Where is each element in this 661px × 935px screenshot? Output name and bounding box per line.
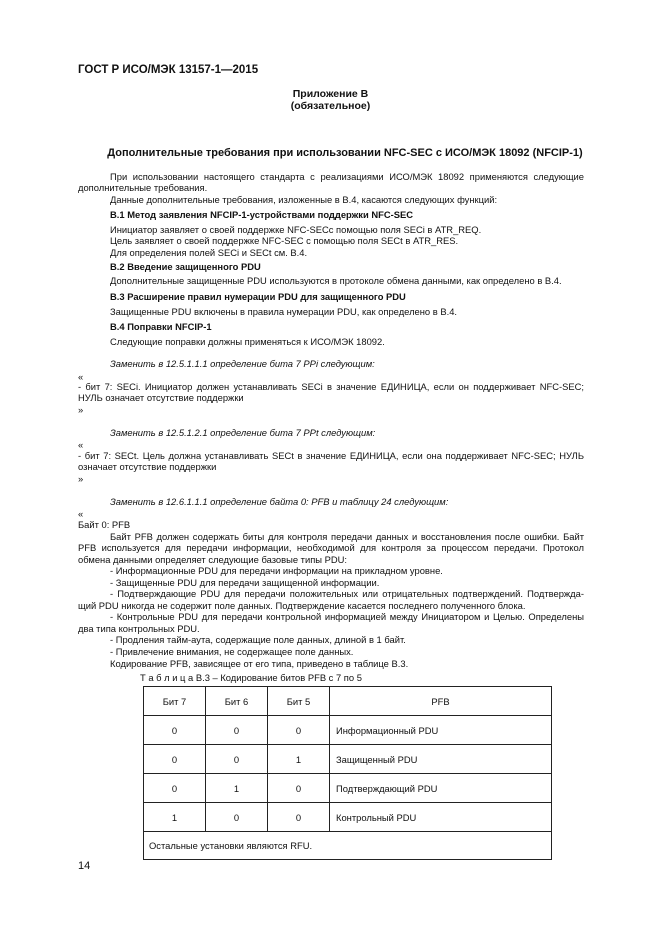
pdu-type-item-4-line-1: - Контрольные PDU для передачи контрольной информацией между Инициатором и Целью. Определены <box>110 611 584 622</box>
amend1-line-2: НУЛЬ означает отсутствие поддержки <box>78 392 244 403</box>
header-bit5: Бит 5 <box>268 687 330 716</box>
section-b4-line-1: Следующие поправки должны применяться к ИСО/МЭК 18092. <box>110 336 385 347</box>
amend3-open-quote: « <box>78 508 84 519</box>
pfb-coding-reference: Кодирование PFB, зависящее от его типа, приведено в таблице В.3. <box>110 658 409 669</box>
cell-pfb: Подтверждающий PDU <box>330 774 552 803</box>
cell-bit7: 0 <box>144 716 206 745</box>
header-bit6: Бит 6 <box>206 687 268 716</box>
amend1-open-quote: « <box>78 371 84 382</box>
cell-bit5: 1 <box>268 745 330 774</box>
section-b1-heading: В.1 Метод заявления NFCIP-1-устройствами поддержки NFC-SEC <box>110 209 414 220</box>
pdu-type-item-3-line-1: - Подтверждающие PDU для передачи положительных или отрицательных подтверждений. Подтвержда- <box>110 588 584 599</box>
pfb-coding-table <box>143 686 552 860</box>
control-pdu-subitem-2: - Привлечение внимания, не содержащее поле данных. <box>110 646 354 657</box>
cell-bit6: 0 <box>206 745 268 774</box>
cell-bit6: 0 <box>206 716 268 745</box>
cell-bit6: 1 <box>206 774 268 803</box>
table-caption: Т а б л и ц а В.3 – Кодирование битов PFB с 7 по 5 <box>140 672 362 683</box>
intro-line-3: Данные дополнительные требования, изложенные в В.4, касаются следующих функций: <box>110 194 498 205</box>
amend1-instruction: Заменить в 12.5.1.1.1 определение бита 7 PPi следующим: <box>110 358 375 369</box>
header-bit7: Бит 7 <box>144 687 206 716</box>
cell-bit7: 0 <box>144 745 206 774</box>
amend2-open-quote: « <box>78 439 84 450</box>
pdu-type-item-3-line-2: щий PDU никогда не содержит поле данных. Подтверждение касается последнего полученного блока. <box>78 600 526 611</box>
amend2-line-1: - бит 7: SECt. Цель должна устанавливать SECt в значение ЕДИНИЦА, если она поддерживает NFC-SEC; НУЛЬ <box>78 450 584 461</box>
section-b2-heading: В.2 Введение защищенного PDU <box>110 261 261 272</box>
standard-header: ГОСТ Р ИСО/МЭК 13157-1—2015 <box>78 64 259 76</box>
amend2-close-quote: » <box>78 473 84 484</box>
header-pfb: PFB <box>330 687 552 716</box>
table-row <box>144 745 552 774</box>
amend2-instruction: Заменить в 12.5.1.2.1 определение бита 7 PPt следующим: <box>110 427 376 438</box>
cell-pfb: Контрольный PDU <box>330 803 552 832</box>
table-row <box>144 716 552 745</box>
byte0-label: Байт 0: PFB <box>78 519 131 530</box>
cell-bit5: 0 <box>268 716 330 745</box>
pdu-type-item-2: - Защищенные PDU для передачи защищенной информации. <box>110 577 380 588</box>
cell-bit5: 0 <box>268 774 330 803</box>
annex-status: (обязательное) <box>290 100 371 112</box>
table-note: Остальные установки являются RFU. <box>144 832 552 860</box>
cell-bit7: 1 <box>144 803 206 832</box>
pdu-type-item-1: - Информационные PDU для передачи информации на прикладном уровне. <box>110 565 443 576</box>
pdu-type-item-4-line-2: два типа контрольных PDU. <box>78 623 200 634</box>
section-b3-line-1: Защищенные PDU включены в правила нумерации PDU, как определено в В.4. <box>110 306 458 317</box>
page-number: 14 <box>78 860 91 872</box>
control-pdu-subitem-1: - Продления тайм-аута, содержащие поле данных, длиной в 1 байт. <box>110 634 406 645</box>
intro-line-2: дополнительные требования. <box>78 182 208 193</box>
intro-line-1: При использовании настоящего стандарта с реализациями ИСО/МЭК 18092 применяются следующие <box>110 171 584 182</box>
document-title: Дополнительные требования при использовании NFC-SEC с ИСО/МЭК 18092 (NFCIP-1) <box>107 147 583 159</box>
section-b1-line-2: Цель заявляет о своей поддержке NFC-SEC с помощью поля SECt в ATR_RES. <box>110 235 459 246</box>
pfb-paragraph-line-2: PFB используется для передачи информации, необходимой для контроля за процессом передачи. Протокол <box>78 542 584 553</box>
amend1-line-1: - бит 7: SECi. Инициатор должен устанавливать SECi в значение ЕДИНИЦА, если он поддерживает NFC-SEC; <box>78 381 584 392</box>
cell-bit5: 0 <box>268 803 330 832</box>
annex-title: Приложение В <box>292 88 369 100</box>
table-note-row <box>144 832 552 860</box>
section-b1-line-1: Инициатор заявляет о своей поддержке NFC-SECс помощью поля SECi в ATR_REQ. <box>110 224 482 235</box>
amend3-instruction: Заменить в 12.6.1.1.1 определение байта 0: PFB и таблицу 24 следующим: <box>110 496 449 507</box>
amend1-close-quote: » <box>78 404 84 415</box>
table-header-row <box>144 687 552 716</box>
section-b4-heading: В.4 Поправки NFCIP-1 <box>110 321 212 332</box>
cell-pfb: Защищенный PDU <box>330 745 552 774</box>
section-b1-line-3: Для определения полей SECi и SECt см. В.4. <box>110 247 308 258</box>
section-b2-line-1: Дополнительные защищенные PDU используются в протоколе обмена данными, как определено в В.4. <box>110 275 562 286</box>
table-row <box>144 774 552 803</box>
table-row <box>144 803 552 832</box>
section-b3-heading: В.3 Расширение правил нумерации PDU для защищенного PDU <box>110 291 406 302</box>
pfb-paragraph-line-3: обмена данными определяет следующие базовые типы PDU: <box>78 554 348 565</box>
cell-bit7: 0 <box>144 774 206 803</box>
pfb-paragraph-line-1: Байт PFB должен содержать биты для контроля передачи данных и восстановления после ошибки. Байт <box>110 531 584 542</box>
cell-bit6: 0 <box>206 803 268 832</box>
amend2-line-2: означает отсутствие поддержки <box>78 461 217 472</box>
cell-pfb: Информационный PDU <box>330 716 552 745</box>
